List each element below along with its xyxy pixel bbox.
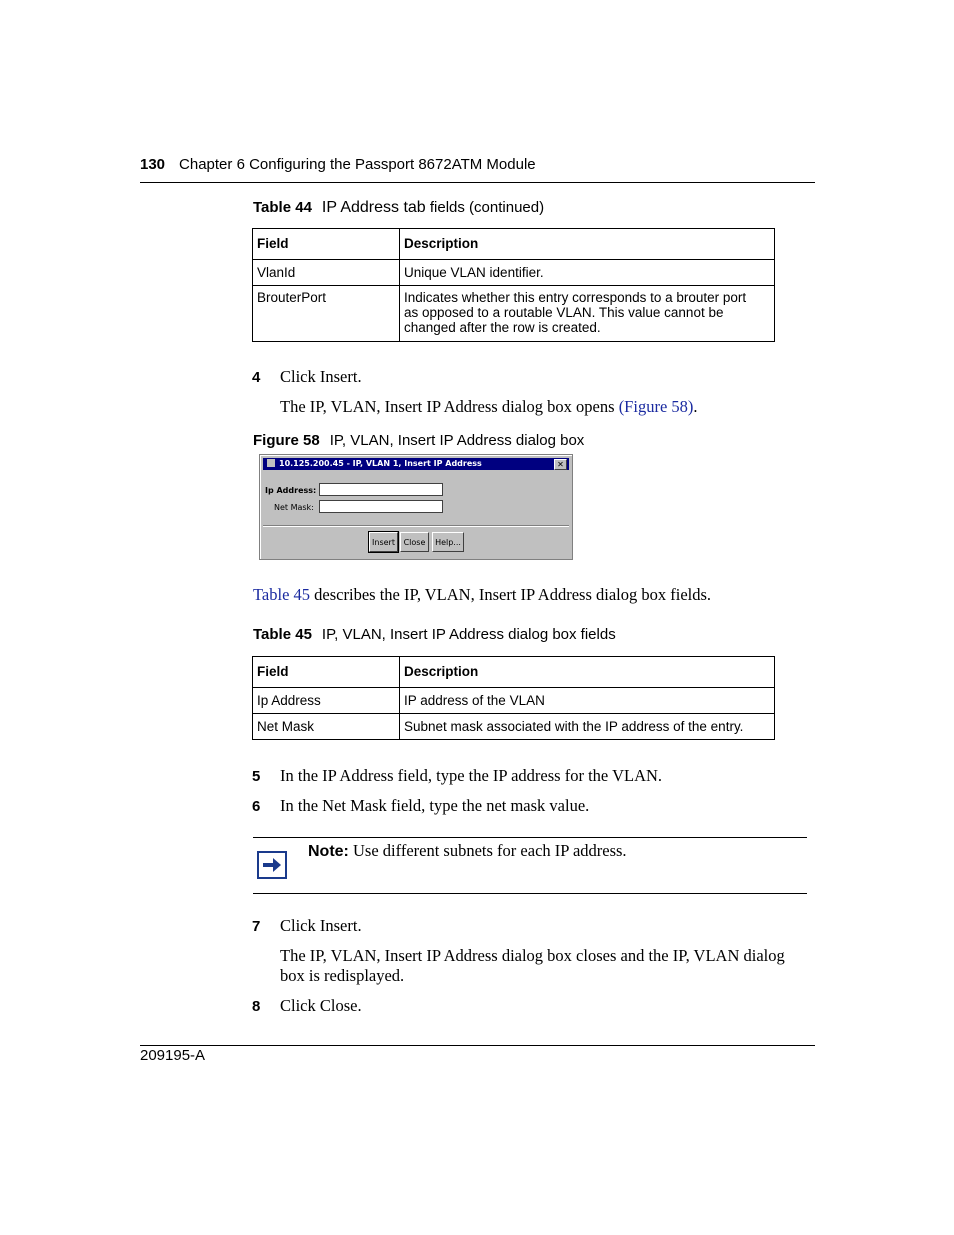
table-row <box>253 286 775 342</box>
step-text: Click Insert. <box>280 916 362 935</box>
figure58-title: IP, VLAN, Insert IP Address dialog box <box>329 432 585 449</box>
figure58-caption <box>253 432 584 449</box>
header-rule <box>140 182 815 183</box>
page-number: 130 <box>140 156 166 173</box>
step-number: 5 <box>252 768 261 785</box>
close-button[interactable]: Close <box>400 532 429 552</box>
step4-paragraph <box>280 397 698 417</box>
field-cell: BrouterPort <box>253 286 400 342</box>
paragraph-text: . <box>693 397 698 416</box>
step-text: Click Close. <box>280 996 362 1015</box>
description-cell: IP address of the VLAN <box>400 688 775 714</box>
step-number: 8 <box>252 998 261 1015</box>
description-line: changed after the row is created. <box>404 320 601 335</box>
step-text: Click Insert. <box>280 367 362 386</box>
net-mask-input[interactable] <box>319 500 443 513</box>
column-header-field: Field <box>253 229 400 260</box>
figure58-label: Figure 58 <box>253 432 320 449</box>
step-text: In the Net Mask field, type the net mask value. <box>280 796 590 815</box>
note-content <box>308 841 627 861</box>
close-icon[interactable]: ✕ <box>554 459 567 470</box>
column-header-description: Description <box>400 229 775 260</box>
insert-ip-address-dialog <box>259 454 573 560</box>
table45-caption <box>253 626 616 643</box>
note-label: Note: <box>308 843 349 860</box>
column-header-field: Field <box>253 657 400 688</box>
note-text: Use different subnets for each IP address. <box>353 841 627 860</box>
window-icon <box>267 459 275 467</box>
arrow-right-icon <box>257 851 287 879</box>
dialog-titlebar <box>263 458 569 470</box>
dialog-title: 10.125.200.45 - IP, VLAN 1, Insert IP Address <box>279 459 482 468</box>
table-row <box>253 714 775 740</box>
table-header-row <box>253 229 775 260</box>
chapter-title: Chapter 6 Configuring the Passport 8672ATM Module <box>179 156 536 173</box>
ip-address-input[interactable] <box>319 483 443 496</box>
note-bottom-rule <box>253 893 807 894</box>
table-row <box>253 688 775 714</box>
table44-title-rest: fields (continued) <box>425 199 545 216</box>
net-mask-label: Net Mask: <box>274 503 314 512</box>
table-row <box>253 260 775 286</box>
running-header <box>140 156 536 173</box>
figure58-link[interactable]: (Figure 58) <box>618 397 694 416</box>
footer-rule <box>140 1045 815 1046</box>
table-header-row <box>253 657 775 688</box>
field-cell: Net Mask <box>253 714 400 740</box>
description-cell <box>400 286 775 342</box>
ip-address-label: Ip Address: <box>265 486 317 495</box>
step-text: In the IP Address field, type the IP address for the VLAN. <box>280 766 663 785</box>
table45-title: IP, VLAN, Insert IP Address dialog box fields <box>321 626 616 643</box>
help-button[interactable]: Help... <box>432 532 464 552</box>
table44-label: Table 44 <box>253 199 312 216</box>
table44-caption <box>253 199 544 217</box>
description-line: Indicates whether this entry corresponds to a brouter port <box>404 290 747 305</box>
table45 <box>252 656 775 740</box>
table45-label: Table 45 <box>253 626 312 643</box>
intro-text: describes the IP, VLAN, Insert IP Address dialog box fields. <box>310 585 712 604</box>
step-number: 6 <box>252 798 261 815</box>
step7-paragraph-line: box is redisplayed. <box>280 966 405 985</box>
table45-link[interactable]: Table 45 <box>253 585 311 604</box>
paragraph-text: The IP, VLAN, Insert IP Address dialog box opens <box>280 397 619 416</box>
table45-intro <box>253 585 711 605</box>
table44-title-main: IP Address tab <box>321 199 426 216</box>
description-cell: Unique VLAN identifier. <box>400 260 775 286</box>
document-number: 209195-A <box>140 1047 206 1064</box>
step7-paragraph-line: The IP, VLAN, Insert IP Address dialog box closes and the IP, VLAN dialog <box>280 946 785 965</box>
description-cell: Subnet mask associated with the IP address of the entry. <box>400 714 775 740</box>
field-cell: VlanId <box>253 260 400 286</box>
field-cell: Ip Address <box>253 688 400 714</box>
column-header-description: Description <box>400 657 775 688</box>
insert-button[interactable]: Insert <box>369 532 398 552</box>
step-number: 7 <box>252 918 261 935</box>
description-line: as opposed to a routable VLAN. This value cannot be <box>404 305 724 320</box>
note-top-rule <box>253 837 807 838</box>
dialog-separator <box>263 525 569 526</box>
table44 <box>252 228 775 342</box>
step-number: 4 <box>252 369 261 386</box>
